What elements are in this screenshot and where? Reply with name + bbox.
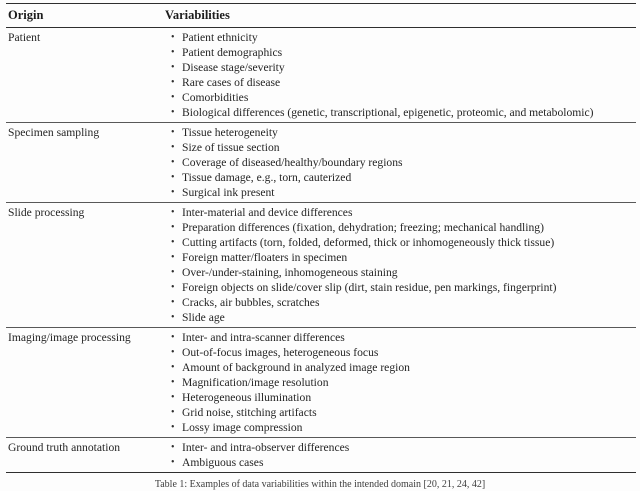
variability-item <box>165 105 636 120</box>
bullet-icon: • <box>171 296 175 308</box>
variability-text: Foreign matter/floaters in specimen <box>182 251 348 264</box>
variability-item <box>165 345 636 360</box>
variability-item <box>165 455 636 470</box>
variability-item <box>165 440 636 455</box>
variability-text: Slide age <box>182 311 225 324</box>
bullet-icon: • <box>171 281 175 293</box>
variability-text: Biological differences (genetic, transcriptional, epigenetic, proteomic, and metabolomic) <box>182 106 594 119</box>
variability-item <box>165 235 636 250</box>
bullet-icon: • <box>171 31 175 43</box>
variability-text: Cutting artifacts (torn, folded, deformed, thick or inhomogeneously thick tissue) <box>182 236 555 249</box>
bullet-icon: • <box>171 346 175 358</box>
variability-text: Comorbidities <box>182 91 249 104</box>
bullet-icon: • <box>171 331 175 343</box>
variability-text: Tissue heterogeneity <box>182 126 278 139</box>
bullet-icon: • <box>171 171 175 183</box>
variability-text: Grid noise, stitching artifacts <box>182 406 317 419</box>
variability-text: Size of tissue section <box>182 141 280 154</box>
variabilities-cell <box>165 440 636 470</box>
variability-item <box>165 170 636 185</box>
variability-text: Preparation differences (fixation, dehydration; freezing; mechanical handling) <box>182 221 544 234</box>
table-header-row <box>6 4 636 28</box>
variability-item <box>165 250 636 265</box>
bullet-icon: • <box>171 221 175 233</box>
variability-text: Magnification/image resolution <box>182 376 329 389</box>
bullet-icon: • <box>171 156 175 168</box>
variability-text: Inter-material and device differences <box>182 206 353 219</box>
variability-item <box>165 125 636 140</box>
variability-item <box>165 60 636 75</box>
table-row <box>6 28 636 122</box>
bullet-icon: • <box>171 266 175 278</box>
bullet-icon: • <box>171 206 175 218</box>
table-row <box>6 327 636 437</box>
variability-item <box>165 360 636 375</box>
variability-item <box>165 75 636 90</box>
variability-text: Ambiguous cases <box>182 456 264 469</box>
variability-text: Inter- and intra-scanner differences <box>182 331 345 344</box>
variability-item <box>165 265 636 280</box>
variability-item <box>165 140 636 155</box>
variabilities-cell <box>165 30 636 120</box>
variability-item <box>165 310 636 325</box>
table-row <box>6 437 636 472</box>
variability-text: Rare cases of disease <box>182 76 281 89</box>
variability-item <box>165 220 636 235</box>
origin-cell: Ground truth annotation <box>8 441 121 454</box>
variabilities-cell <box>165 205 636 325</box>
bullet-icon: • <box>171 376 175 388</box>
bullet-icon: • <box>171 126 175 138</box>
variability-item <box>165 155 636 170</box>
variability-text: Patient demographics <box>182 46 283 59</box>
variability-item <box>165 330 636 345</box>
variabilities-cell <box>165 330 636 435</box>
bullet-icon: • <box>171 406 175 418</box>
bullet-icon: • <box>171 441 175 453</box>
bullet-icon: • <box>171 311 175 323</box>
bullet-icon: • <box>171 91 175 103</box>
column-header-variabilities: Variabilities <box>165 8 230 22</box>
variability-text: Lossy image compression <box>182 421 303 434</box>
variability-text: Cracks, air bubbles, scratches <box>182 296 320 309</box>
variability-text: Inter- and intra-observer differences <box>182 441 350 454</box>
bullet-icon: • <box>171 421 175 433</box>
bullet-icon: • <box>171 61 175 73</box>
bullet-icon: • <box>171 46 175 58</box>
variability-text: Disease stage/severity <box>182 61 285 74</box>
column-header-origin: Origin <box>8 8 44 22</box>
variability-item <box>165 280 636 295</box>
variability-text: Surgical ink present <box>182 186 275 199</box>
bullet-icon: • <box>171 361 175 373</box>
bullet-icon: • <box>171 141 175 153</box>
variability-item <box>165 30 636 45</box>
table-row <box>6 122 636 202</box>
variability-text: Heterogeneous illumination <box>182 391 312 404</box>
bullet-icon: • <box>171 456 175 468</box>
variability-text: Over-/under-staining, inhomogeneous staining <box>182 266 398 279</box>
origin-cell: Imaging/image processing <box>8 331 131 344</box>
variability-text: Foreign objects on slide/cover slip (dirt, stain residue, pen markings, fingerprint) <box>182 281 557 294</box>
bullet-icon: • <box>171 106 175 118</box>
variability-item <box>165 205 636 220</box>
variability-item <box>165 90 636 105</box>
bullet-icon: • <box>171 251 175 263</box>
bullet-icon: • <box>171 76 175 88</box>
origin-cell: Slide processing <box>8 206 85 219</box>
variability-text: Patient ethnicity <box>182 31 258 44</box>
origin-cell: Specimen sampling <box>8 126 100 139</box>
table-caption: Table 1: Examples of data variabilities within the intended domain [20, 21, 24, 42] <box>154 479 486 490</box>
variability-item <box>165 405 636 420</box>
variability-text: Amount of background in analyzed image region <box>182 361 410 374</box>
origin-cell: Patient <box>8 31 41 44</box>
variability-item <box>165 295 636 310</box>
variabilities-cell <box>165 125 636 200</box>
variability-item <box>165 420 636 435</box>
variability-item <box>165 390 636 405</box>
variability-item <box>165 185 636 200</box>
variability-text: Out-of-focus images, heterogeneous focus <box>182 346 379 359</box>
variability-text: Coverage of diseased/healthy/boundary regions <box>182 156 403 169</box>
table-row <box>6 202 636 327</box>
variability-item <box>165 375 636 390</box>
variabilities-table <box>6 3 636 473</box>
variability-text: Tissue damage, e.g., torn, cauterized <box>182 171 352 184</box>
variability-item <box>165 45 636 60</box>
bullet-icon: • <box>171 236 175 248</box>
bullet-icon: • <box>171 186 175 198</box>
bullet-icon: • <box>171 391 175 403</box>
